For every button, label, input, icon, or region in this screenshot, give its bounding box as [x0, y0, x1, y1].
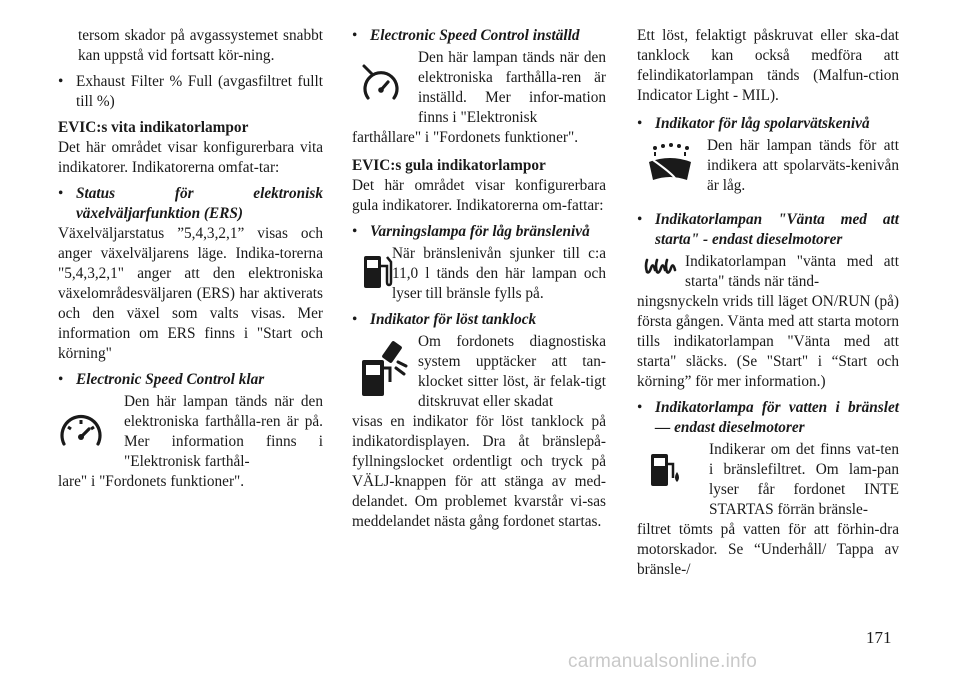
list-item-exhaust-filter [58, 72, 323, 112]
column-1 [58, 26, 323, 492]
wait-to-start-text-rest: ningsnyckeln vrids till läget ON/RUN (på) första gången. Vänta med att starta motorn tills indikatorlampan "Vänta med att starta" släcks. (Se "Start" i “Start och körning” för mer information.) [637, 293, 899, 390]
loose-cap-block [352, 332, 606, 412]
item-title: Electronic Speed Control inställd [370, 27, 580, 44]
item-title: Indikatorlampa för vatten i bränslet — endast dieselmotorer [655, 399, 899, 436]
list-item-loose-cap [352, 310, 606, 330]
continued-paragraph: Ett löst, felaktigt påskruvat eller ska-dat tanklock kan också medföra att felindikatorlampan tänds (Malfun-ction Indicator Light - MIL). [637, 27, 899, 104]
section-intro: Det här området visar konfigurerbara vita indikatorer. Indikatorerna omfat-tar: [58, 139, 323, 176]
low-fuel-text: När bränslenivån sjunker till c:a 11,0 l tänds den här lampan och lyser till bränsle fylls på. [392, 245, 606, 302]
washer-block [637, 136, 899, 196]
bullet: • [637, 115, 643, 132]
item-title: Status för elektronisk växelväljarfunktion (ERS) [76, 185, 323, 222]
esc-set-text: Den här lampan tänds när den elektroniska farthålla-ren är inställd. Mer infor-mation finns i "Elektronisk [418, 49, 606, 126]
esc-set-text-rest: farthållare" i "Fordonets funktioner". [352, 129, 579, 146]
section-intro: Det här området visar konfigurerbara gula indikatorer. Indikatorerna om-fattar: [352, 177, 606, 214]
continued-paragraph: tersom skador på avgassystemet snabbt kan uppstå vid fortsatt kör-ning. [78, 27, 323, 64]
list-item-esc-set [352, 26, 606, 46]
list-item-low-fuel [352, 222, 606, 242]
low-fuel-block [352, 244, 606, 304]
bullet: • [58, 73, 64, 90]
esc-set-block [352, 48, 606, 128]
loose-cap-text: Om fordonets diagnostiska system upptäcker att tan-klocket sitter löst, är felak-tigt ditskruvat eller skadat [418, 333, 606, 410]
water-in-fuel-block [637, 440, 899, 520]
esc-ready-text: Den här lampan tänds när den elektroniska farthålla-ren är på. Mer information finns i "Elektronisk farthål- [124, 393, 323, 470]
wait-to-start-block [637, 252, 899, 292]
bullet: • [352, 27, 358, 44]
item-title: Indikatorlampan "Vänta med att starta" - endast dieselmotorer [655, 211, 899, 248]
list-item-ers [58, 184, 323, 224]
speedometer-set-icon [360, 62, 402, 104]
bullet: • [352, 223, 358, 240]
list-item-water-in-fuel [637, 398, 899, 438]
bullet: • [352, 311, 358, 328]
list-item-esc-ready [58, 370, 323, 390]
item-title: Varningslampa för låg bränslenivå [370, 223, 590, 240]
item-title: Indikator för låg spolarvätskenivå [655, 115, 870, 132]
fuel-pump-icon [362, 252, 394, 290]
loose-fuel-cap-icon [358, 338, 408, 398]
list-item-washer [637, 114, 899, 134]
bullet: • [58, 185, 64, 202]
esc-ready-block [58, 392, 323, 472]
wait-to-start-text: Indikatorlampan "vänta med att starta" tänds när tänd- [685, 253, 899, 290]
washer-text: Den här lampan tänds för att indikera att spolarväts-kenivån är låg. [707, 137, 899, 194]
page-number: 171 [866, 628, 892, 647]
item-title: Electronic Speed Control klar [76, 371, 265, 388]
speedometer-icon [58, 410, 104, 450]
bullet: • [58, 371, 64, 388]
ers-description: Växelväljarstatus ”5,4,3,2,1” visas och anger växelväljarens läge. Indika-torerna "5,4,3,2,1" anger att den elektroniska växelområdesväljaren (ERS) har aktiverats och den växel som valts visas. Mer information om ERS finns i "Start och körning" [58, 225, 323, 362]
loose-cap-text-rest: visas en indikator för löst tanklock på indikatordisplayen. Dra åt bränslepå-fyllningslocket ordentligt och tryck på VÄLJ-knappen för att stänga av med-delandet. Om problemet kvarstår vi-sas meddelandet nästa gång fordonet startas. [352, 413, 606, 530]
section-heading-white: EVIC:s vita indikatorlampor [58, 119, 249, 136]
water-in-fuel-text-rest: filtret tömts på vatten för att förhin-dra motorskador. Se “Underhåll/ Tappa av bränsle-/ [637, 521, 899, 578]
watermark: carmanualsonline.info [568, 651, 758, 672]
water-in-fuel-text: Indikerar om det finns vat-ten i bränslefiltret. Om lam-pan lyser får fordonet INTE STARTAS förrän bränsle- [709, 441, 899, 518]
item-title: Indikator för löst tanklock [370, 311, 537, 328]
section-heading-yellow: EVIC:s gula indikatorlampor [352, 157, 546, 174]
esc-ready-text-rest: lare" i "Fordonets funktioner". [58, 473, 245, 490]
bullet: • [637, 211, 643, 228]
bullet: • [637, 399, 643, 416]
column-3 [637, 26, 899, 580]
glow-plug-icon [643, 256, 679, 276]
washer-fluid-icon [645, 142, 695, 186]
water-in-fuel-icon [649, 450, 683, 490]
column-2 [352, 26, 606, 532]
list-item-wait-to-start [637, 210, 899, 250]
list-item-text: Exhaust Filter % Full (avgasfiltret fullt till %) [76, 73, 323, 110]
